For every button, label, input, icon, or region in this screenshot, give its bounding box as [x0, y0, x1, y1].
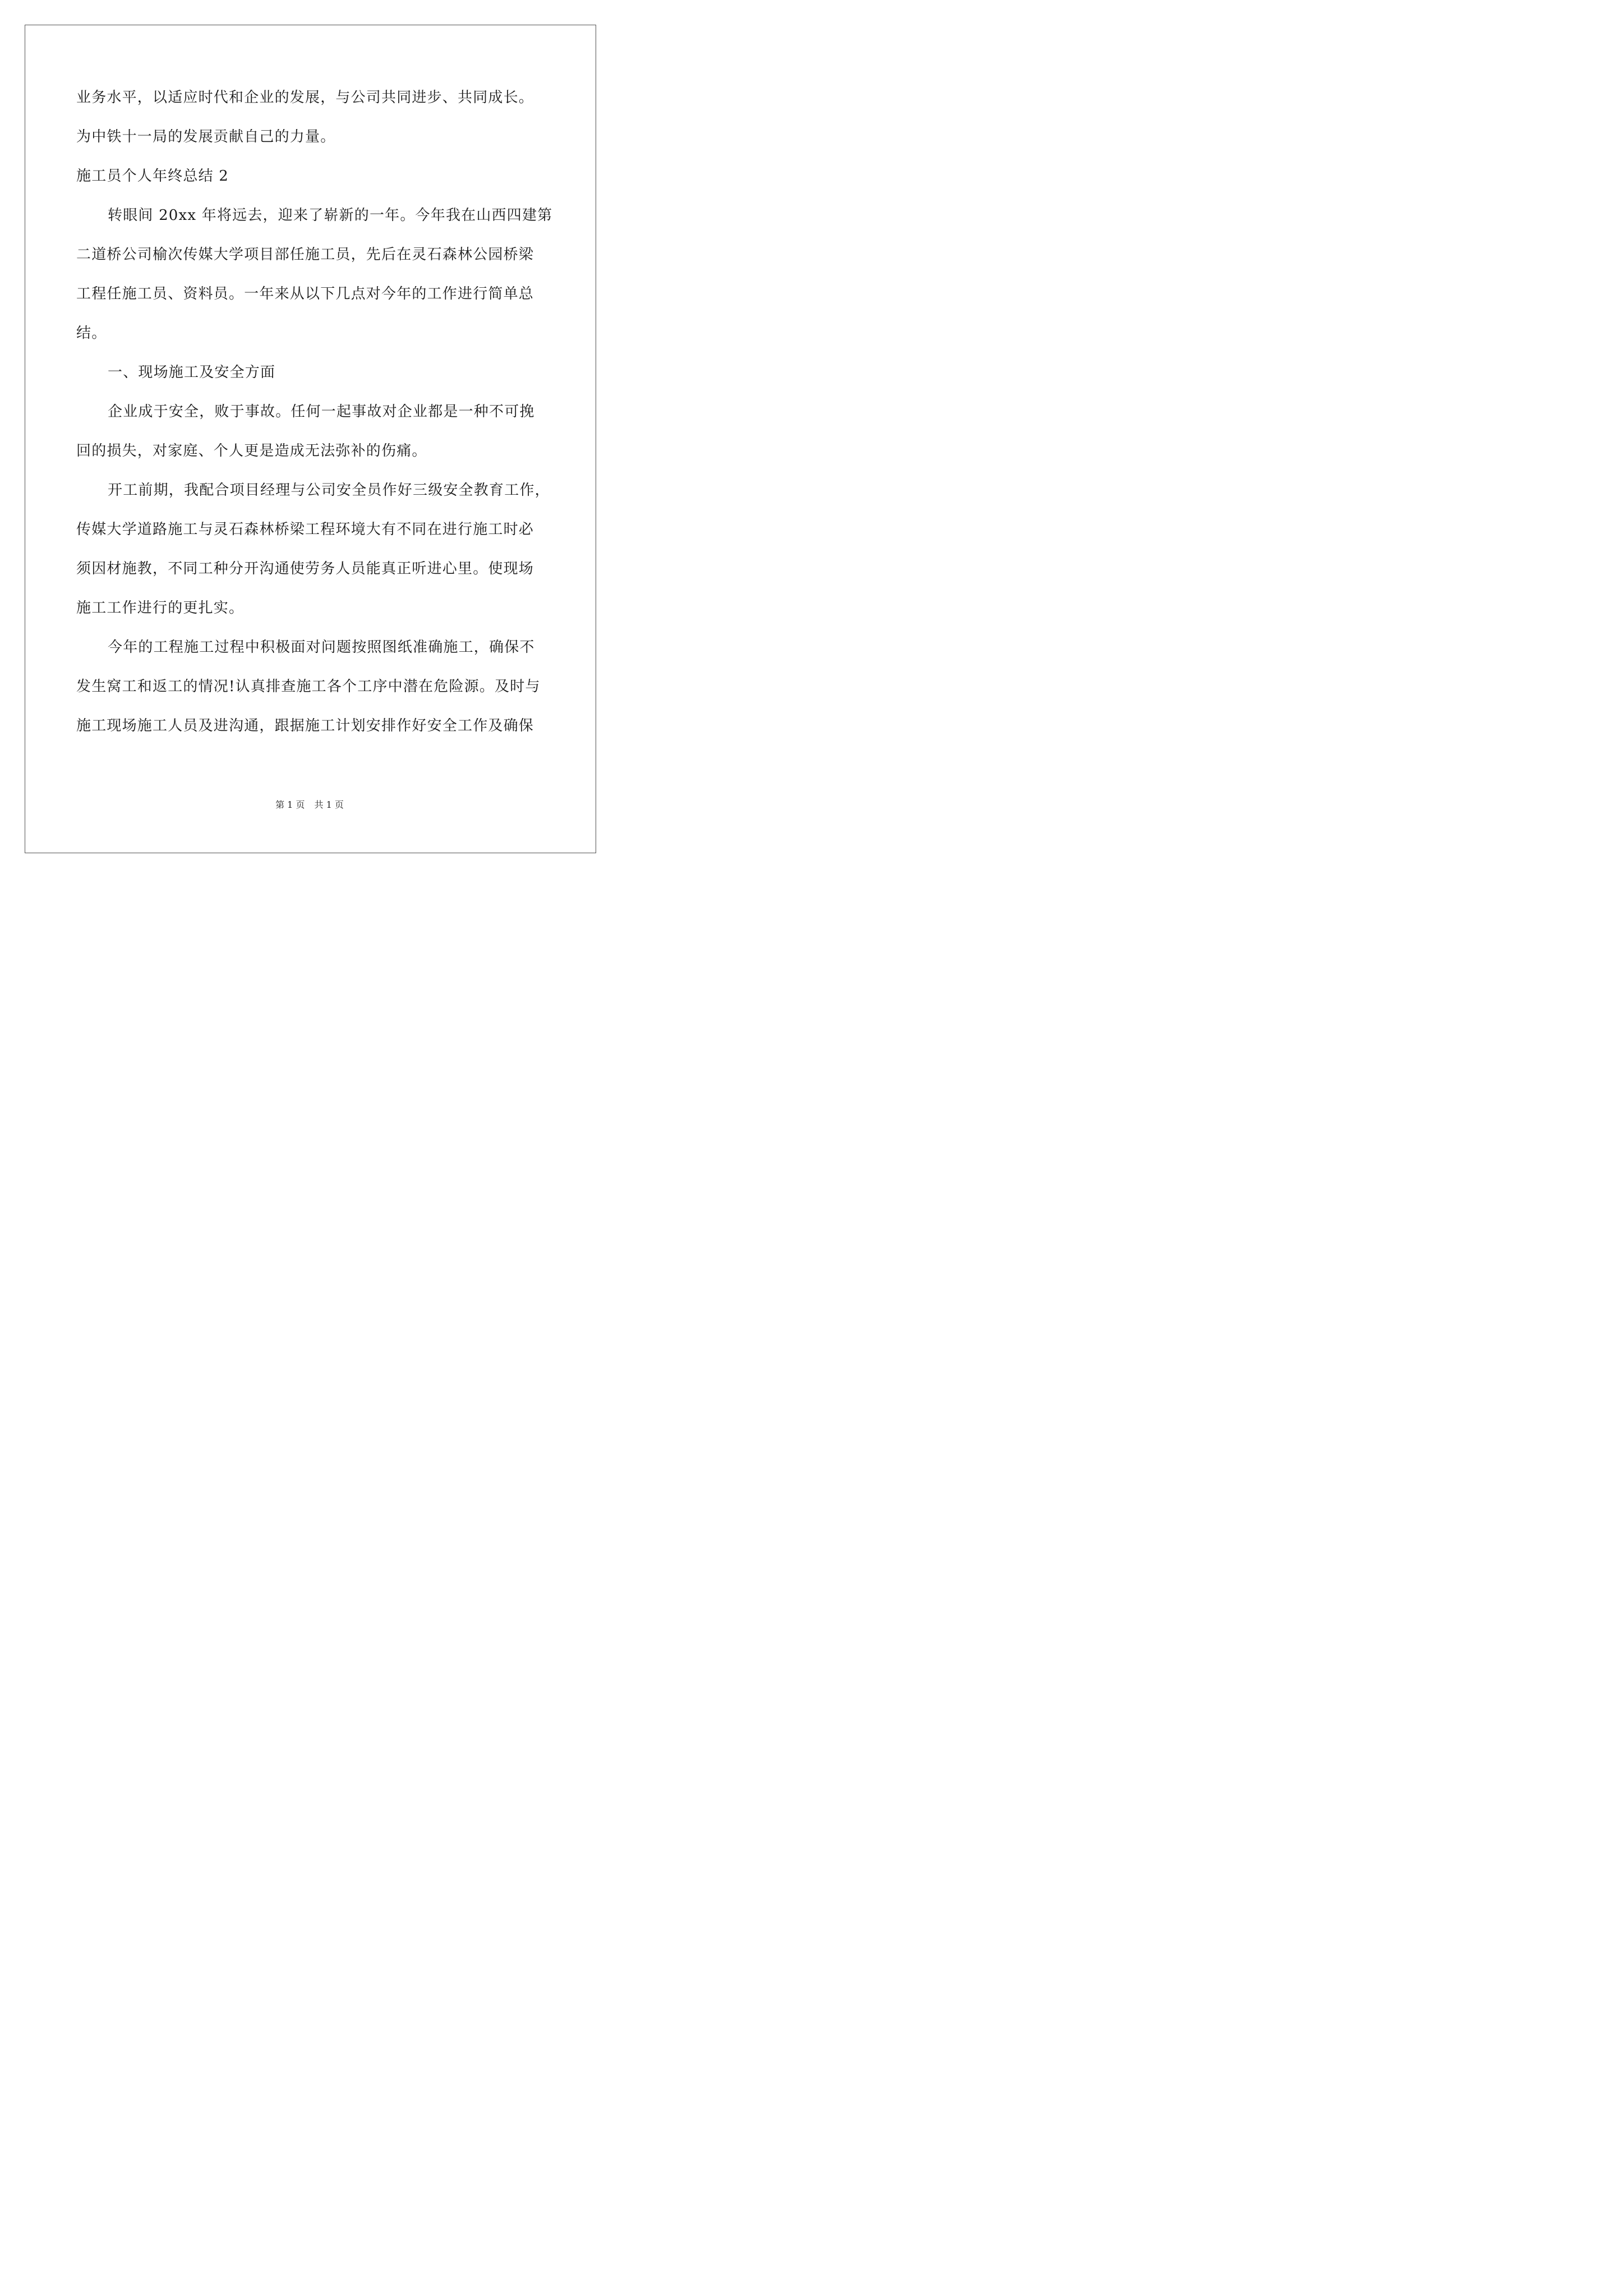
paragraph-line: 为中铁十一局的发展贡献自己的力量。	[76, 128, 336, 145]
paragraph-line: 开工前期，我配合项目经理与公司安全员作好三级安全教育工作，	[108, 482, 550, 499]
page-total: 共 1 页	[314, 799, 344, 810]
paragraph-line: 工程任施工员、资料员。一年来从以下几点对今年的工作进行简单总	[76, 286, 534, 302]
paragraph-line: 传媒大学道路施工与灵石森林桥梁工程环境大有不同在进行施工时必	[76, 521, 534, 538]
paragraph-line: 施工现场施工人员及进沟通，跟据施工计划安排作好安全工作及确保	[76, 717, 534, 734]
paragraph-line: 今年的工程施工过程中积极面对问题按照图纸准确施工，确保不	[108, 639, 535, 656]
paragraph-line: 企业成于安全，败于事故。任何一起事故对企业都是一种不可挽	[108, 403, 535, 420]
subsection-heading: 一、现场施工及安全方面	[108, 364, 276, 381]
paragraph-line: 发生窝工和返工的情况!认真排查施工各个工序中潜在危险源。及时与	[76, 678, 541, 695]
paragraph-line: 转眼间 20xx 年将远去，迎来了崭新的一年。今年我在山西四建第	[108, 207, 553, 224]
paragraph-line: 二道桥公司榆次传媒大学项目部任施工员，先后在灵石森林公园桥梁	[76, 246, 534, 263]
page-number: 第 1 页	[275, 799, 305, 810]
paragraph-line: 须因材施教，不同工种分开沟通使劳务人员能真正听进心里。使现场	[76, 560, 534, 577]
paragraph-line: 结。	[76, 325, 107, 342]
section-title: 施工员个人年终总结 2	[76, 168, 229, 185]
paragraph-line: 施工工作进行的更扎实。	[76, 600, 245, 616]
paragraph-line: 回的损失，对家庭、个人更是造成无法弥补的伤痛。	[76, 443, 427, 459]
paragraph-line: 业务水平，以适应时代和企业的发展，与公司共同进步、共同成长。	[76, 89, 534, 106]
page-footer	[0, 799, 619, 811]
